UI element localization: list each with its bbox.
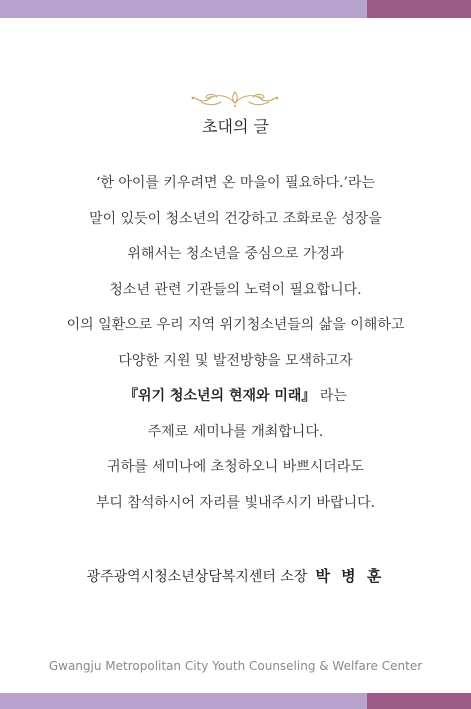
body-line-seminar-topic: 『위기 청소년의 현재와 미래』 라는 <box>124 388 347 404</box>
body-line: 말이 있듯이 청소년의 건강하고 조화로운 성장을 <box>89 210 382 227</box>
top-bar-light-segment <box>0 0 367 18</box>
body-line: ‘한 아이를 키우려면 온 마을이 필요하다.’라는 <box>95 175 376 191</box>
page-title: 초대의 글 <box>202 117 269 136</box>
body-line: 부디 참석하시어 자리를 빛내주시기 바랍니다. <box>95 494 376 511</box>
top-color-bar <box>0 0 471 18</box>
signature-organization: 광주광역시청소년상담복지센터 소장 <box>86 569 308 585</box>
body-line: 다양한 지원 및 발전방향을 모색하고자 <box>118 352 353 369</box>
signature-name: 박 병 훈 <box>315 567 385 585</box>
top-bar-dark-segment <box>367 0 471 18</box>
invitation-body <box>0 166 471 521</box>
body-line: 귀하를 세미나에 초청하오니 바쁘시더라도 <box>107 459 364 475</box>
body-line: 주제로 세미나를 개최합니다. <box>147 423 324 440</box>
footer-organization-english: Gwangju Metropolitan City Youth Counseling & Welfare Center <box>48 659 423 673</box>
bottom-bar-dark-segment <box>367 693 471 709</box>
body-line: 위해서는 청소년을 중심으로 가정과 <box>127 246 344 262</box>
body-line: 청소년 관련 기관들의 노력이 필요합니다. <box>109 281 362 298</box>
bottom-color-bar <box>0 693 471 709</box>
signature <box>0 565 471 586</box>
flourish-ornament-icon <box>189 88 281 108</box>
bottom-bar-light-segment <box>0 693 367 709</box>
seminar-topic: 『위기 청소년의 현재와 미래』 <box>124 388 316 404</box>
body-line: 이의 일환으로 우리 지역 위기청소년들의 삶을 이해하고 <box>66 317 405 333</box>
